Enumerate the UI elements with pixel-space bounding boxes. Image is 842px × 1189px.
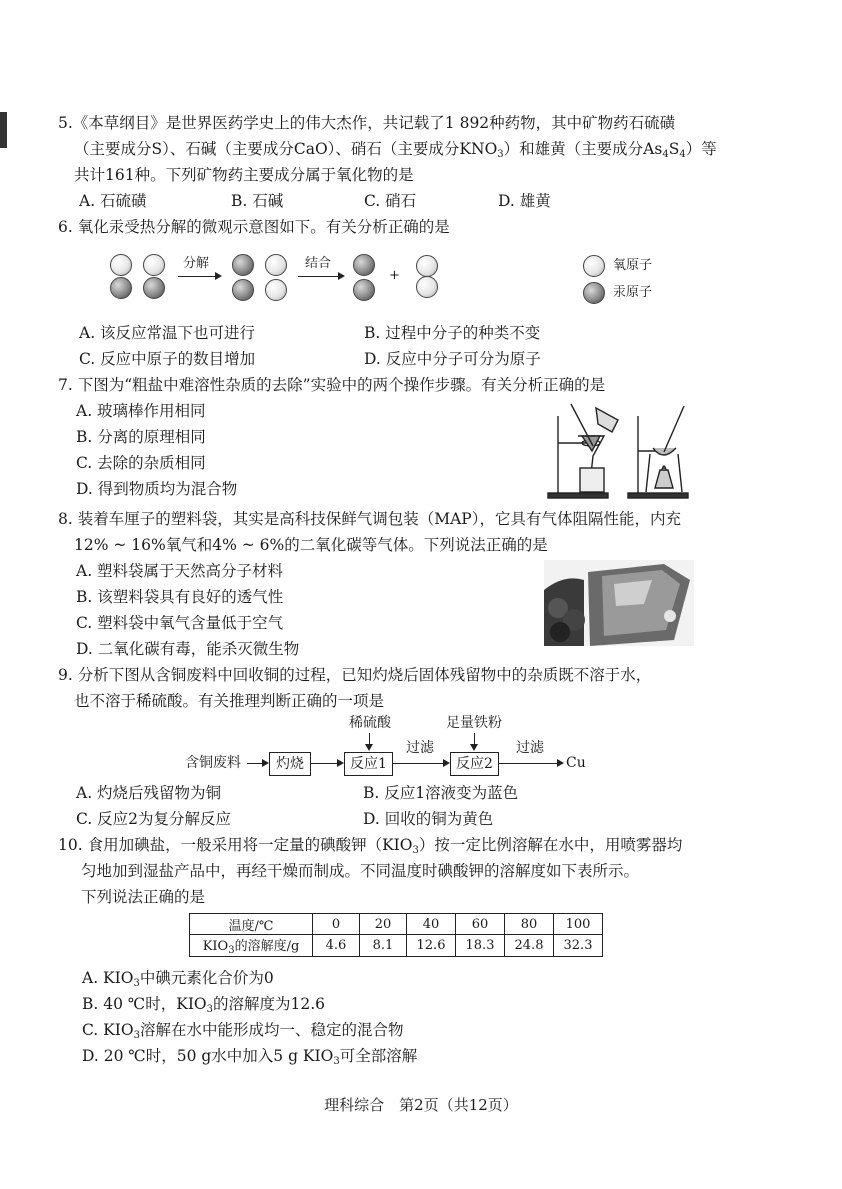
flow-start: 含铜废料 — [185, 755, 241, 771]
lab-apparatus-illustration — [538, 396, 708, 500]
q10-stem-line1: 10. 食用加碘盐，一般采用将一定量的碘酸钾$(KIO_3)$按一定比例溶解在水中，用喷雾器均 — [58, 836, 683, 856]
cherry-package-photo — [544, 560, 694, 646]
step-combine-label: 结合 — [305, 256, 332, 271]
arrow-right-icon — [298, 276, 343, 277]
q10-option-c[interactable]: C. $KIO_3$溶解在水中能形成均一、稳定的混合物 — [82, 1021, 404, 1041]
q9-option-c[interactable]: C. 反应2为复分解反应 — [76, 810, 232, 828]
q6-option-a[interactable]: A. 该反应常温下也可进行 — [79, 324, 256, 342]
arrow-right-icon — [311, 763, 342, 764]
q10-option-a[interactable]: A. $KIO_3$中碘元素化合价为0 — [82, 969, 274, 989]
q8-stem-line2: 12% ~ 16%氧气和4% ~ 6%的二氧化碳等气体。下列说法正确的是 — [74, 536, 548, 554]
oxygen-atom — [416, 276, 438, 298]
mercury-atom — [232, 279, 254, 301]
table-cell: 40 — [407, 914, 456, 935]
q7-stem: 7. 下图为“粗盐中难溶性杂质的去除”实验中的两个操作步骤。有关分析正确的是 — [58, 376, 606, 394]
table-cell: 60 — [456, 914, 505, 935]
legend-oxygen-icon — [583, 255, 605, 277]
arrow-right-icon — [178, 276, 220, 277]
table-row — [190, 935, 603, 957]
table-cell: 12.6 — [407, 935, 456, 957]
table-cell: 80 — [505, 914, 554, 935]
q9-stem-line2: 也不溶于稀硫酸。有关推理判断正确的一项是 — [74, 692, 385, 710]
q9-stem-line1: 9. 分析下图从含铜废料中回收铜的过程，已知灼烧后固体残留物中的杂质既不溶于水， — [58, 666, 652, 684]
q7-option-d[interactable]: D. 得到物质均为混合物 — [76, 480, 238, 498]
q9-option-b[interactable]: B. 反应1溶液变为蓝色 — [363, 784, 519, 802]
legend-mercury-label: 汞原子 — [613, 285, 653, 300]
step-decompose-label: 分解 — [183, 256, 210, 271]
table-header-temp: 温度/℃ — [190, 914, 313, 935]
q10-stem-line3: 下列说法正确的是 — [81, 888, 206, 906]
q10-stem-line2: 匀地加到湿盐产品中，再经干燥而制成。不同温度时碘酸钾的溶解度如下表所示。 — [81, 862, 640, 880]
arrow-right-icon — [393, 763, 448, 764]
q5-option-b[interactable]: B. 石碱 — [231, 192, 284, 210]
q8-option-d[interactable]: D. 二氧化碳有毒，能杀灭微生物 — [76, 640, 300, 658]
q5-option-c[interactable]: C. 硝石 — [364, 192, 417, 210]
legend-oxygen-label: 氧原子 — [613, 258, 653, 273]
flow-filter-2: 过滤 — [516, 740, 544, 756]
mercury-atom — [353, 254, 375, 276]
flow-end-copper: Cu — [566, 755, 586, 771]
arrow-down-icon — [474, 733, 475, 749]
mercury-atom — [110, 277, 132, 299]
q7-option-b[interactable]: B. 分离的原理相同 — [76, 428, 206, 446]
page-edge-mark — [0, 112, 7, 148]
q8-option-a[interactable]: A. 塑料袋属于天然高分子材料 — [76, 562, 284, 580]
q5-stem-line3: 共计161种。下列矿物药主要成分属于氧化物的是 — [74, 166, 414, 184]
arrow-right-icon — [247, 763, 267, 764]
q8-stem-line1: 8. 装着车厘子的塑料袋，其实是高科技保鲜气调包装（MAP），它具有气体阻隔性能，内充 — [58, 510, 681, 528]
q8-option-c[interactable]: C. 塑料袋中氧气含量低于空气 — [76, 614, 284, 632]
q9-option-a[interactable]: A. 灼烧后残留物为铜 — [76, 784, 222, 802]
oxygen-atom — [265, 254, 287, 276]
q5-stem-line1: 5.《本草纲目》是世界医药学史上的伟大杰作，共记载了1 892种药物，其中矿物药石硫磺 — [58, 114, 676, 132]
table-cell: 20 — [360, 914, 407, 935]
plus-sign: + — [389, 268, 400, 283]
mercury-atom — [353, 279, 375, 301]
solubility-table — [189, 913, 603, 957]
mercury-atom — [143, 277, 165, 299]
legend-mercury-icon — [583, 282, 605, 304]
oxygen-atom — [265, 279, 287, 301]
q6-option-b[interactable]: B. 过程中分子的种类不变 — [364, 324, 541, 342]
table-cell: 0 — [313, 914, 360, 935]
table-row — [190, 914, 603, 935]
q5-option-d[interactable]: D. 雄黄 — [498, 192, 551, 210]
flow-box-roast: 灼烧 — [269, 752, 311, 776]
q5-stem-line2: （主要成分S）、石碱（主要成分CaO）、硝石（主要成分$KNO_3$）和雄黄（主要成分$As_4S_4$）等 — [74, 140, 717, 160]
page-footer: 理科综合 第2页（共12页） — [324, 1096, 518, 1114]
flow-filter-1: 过滤 — [406, 740, 434, 756]
oxygen-atom — [143, 254, 165, 276]
table-cell: 8.1 — [360, 935, 407, 957]
q10-option-d[interactable]: D. 20 ℃时，50 g水中加入5 g $KIO_3$可全部溶解 — [82, 1047, 418, 1067]
q5-option-a[interactable]: A. 石硫磺 — [79, 192, 147, 210]
table-cell: 18.3 — [456, 935, 505, 957]
q6-option-c[interactable]: C. 反应中原子的数目增加 — [79, 350, 256, 368]
q10-option-b[interactable]: B. 40 ℃时，$KIO_3$的溶解度为12.6 — [82, 995, 326, 1015]
table-cell: 32.3 — [554, 935, 603, 957]
arrow-down-icon — [369, 733, 370, 749]
table-cell: 24.8 — [505, 935, 554, 957]
q9-option-d[interactable]: D. 回收的铜为黄色 — [363, 810, 494, 828]
flow-box-reaction2: 反应2 — [450, 752, 499, 776]
q6-option-d[interactable]: D. 反应中分子可分为原子 — [364, 350, 541, 368]
arrow-right-icon — [499, 763, 562, 764]
mercury-atom — [232, 254, 254, 276]
q7-option-c[interactable]: C. 去除的杂质相同 — [76, 454, 206, 472]
oxygen-atom — [110, 254, 132, 276]
table-cell: 4.6 — [313, 935, 360, 957]
oxygen-atom — [416, 255, 438, 277]
q6-stem: 6. 氧化汞受热分解的微观示意图如下。有关分析正确的是 — [58, 218, 450, 236]
table-header-solubility: $KIO_3$的溶解度/g — [190, 935, 313, 957]
flow-reagent-iron: 足量铁粉 — [446, 715, 502, 731]
table-cell: 100 — [554, 914, 603, 935]
flow-reagent-acid: 稀硫酸 — [349, 715, 391, 731]
q7-option-a[interactable]: A. 玻璃棒作用相同 — [76, 402, 206, 420]
flow-box-reaction1: 反应1 — [344, 752, 393, 776]
q8-option-b[interactable]: B. 该塑料袋具有良好的透气性 — [76, 588, 284, 606]
